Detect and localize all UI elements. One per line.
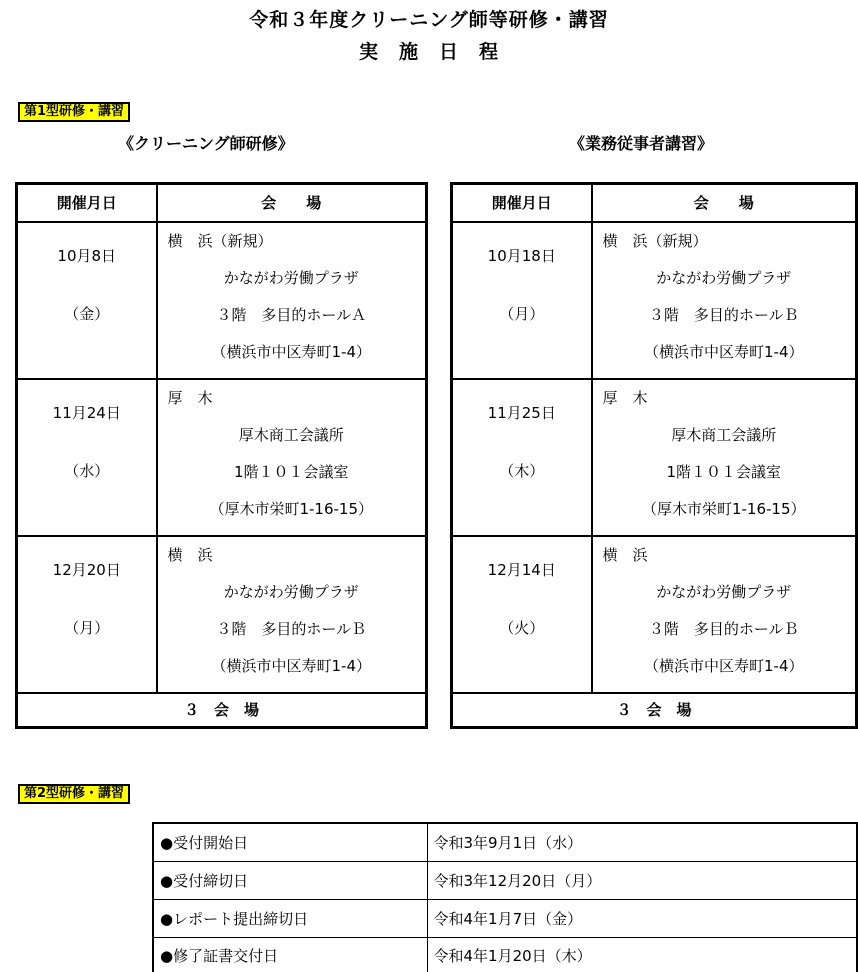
right-table-heading: 《業務従事者講習》 xyxy=(569,134,714,153)
total-venues-text: ３ 会 場 xyxy=(452,693,857,728)
area-text: 横 浜（新規） xyxy=(167,231,273,250)
deadline-value: 令和4年1月20日（木） xyxy=(427,937,857,972)
left-table-heading: 《クリーニング師研修》 xyxy=(118,134,294,153)
room-text: ３階 多目的ホールＡ xyxy=(216,305,367,324)
section2-badge: 第2型研修・講習 xyxy=(18,784,130,804)
venue-name: かながわ労働プラザ xyxy=(656,582,792,601)
venue-cell xyxy=(592,222,857,379)
date-text: 10月18日 xyxy=(487,246,556,265)
address-text: （横浜市中区寿町1-4） xyxy=(211,656,371,675)
date-cell xyxy=(452,536,592,693)
deadline-label: ●レポート提出締切日 xyxy=(153,899,427,937)
column-header-date: 開催月日 xyxy=(17,184,157,222)
area-text: 横 浜 xyxy=(602,545,648,564)
date-cell xyxy=(452,222,592,379)
date-text: 12月20日 xyxy=(52,560,121,579)
venue-cell xyxy=(157,379,427,536)
table-row xyxy=(17,379,427,536)
address-text: （厚木市栄町1-16-15） xyxy=(641,499,806,518)
venue-name: かながわ労働プラザ xyxy=(656,268,792,287)
address-text: （横浜市中区寿町1-4） xyxy=(643,342,804,361)
deadline-value: 令和3年12月20日（月） xyxy=(427,861,857,899)
room-text: ３階 多目的ホールＢ xyxy=(216,619,367,638)
table-row xyxy=(17,222,427,379)
room-text: 1階１０１会議室 xyxy=(233,462,349,481)
section1-badge: 第1型研修・講習 xyxy=(18,102,130,122)
room-text: 1階１０１会議室 xyxy=(666,462,782,481)
cleaning-training-schedule-table xyxy=(15,182,428,729)
table-row xyxy=(452,379,857,536)
weekday-text: （金） xyxy=(64,304,110,323)
address-text: （横浜市中区寿町1-4） xyxy=(211,342,371,361)
deadline-label: ●受付開始日 xyxy=(153,823,427,861)
document-subtitle: 実 施 日 程 xyxy=(358,41,499,63)
date-text: 12月14日 xyxy=(487,560,556,579)
table-row xyxy=(153,899,857,937)
address-text: （横浜市中区寿町1-4） xyxy=(643,656,804,675)
total-venues-text: ３ 会 場 xyxy=(17,693,427,728)
column-header-venue: 会 場 xyxy=(592,184,857,222)
date-cell xyxy=(17,536,157,693)
table-row xyxy=(452,536,857,693)
address-text: （厚木市栄町1-16-15） xyxy=(209,499,374,518)
venue-cell xyxy=(157,536,427,693)
room-text: ３階 多目的ホールＢ xyxy=(648,305,799,324)
venue-name: かながわ労働プラザ xyxy=(223,268,359,287)
venue-name: 厚木商工会議所 xyxy=(238,425,344,444)
total-row xyxy=(452,693,857,728)
venue-name: かながわ労働プラザ xyxy=(223,582,359,601)
area-text: 厚 木 xyxy=(602,388,648,407)
room-text: ３階 多目的ホールＢ xyxy=(648,619,799,638)
deadlines-table xyxy=(152,822,858,972)
column-header-venue: 会 場 xyxy=(157,184,427,222)
deadline-label: ●修了証書交付日 xyxy=(153,937,427,972)
table-row xyxy=(153,937,857,972)
document-title: 令和３年度クリーニング師等研修・講習 xyxy=(249,9,609,31)
date-text: 11月24日 xyxy=(52,403,121,422)
table-header-row xyxy=(452,184,857,222)
table-row xyxy=(153,861,857,899)
area-text: 厚 木 xyxy=(167,388,213,407)
table-row xyxy=(17,536,427,693)
venue-cell xyxy=(157,222,427,379)
date-text: 10月8日 xyxy=(57,246,117,265)
deadline-label: ●受付締切日 xyxy=(153,861,427,899)
table-header-row xyxy=(17,184,427,222)
area-text: 横 浜（新規） xyxy=(602,231,708,250)
table-row xyxy=(153,823,857,861)
weekday-text: （火） xyxy=(499,618,545,637)
table-row xyxy=(452,222,857,379)
date-cell xyxy=(17,222,157,379)
worker-course-schedule-table xyxy=(450,182,858,729)
weekday-text: （水） xyxy=(64,461,110,480)
deadline-value: 令和4年1月7日（金） xyxy=(427,899,857,937)
date-cell xyxy=(452,379,592,536)
total-row xyxy=(17,693,427,728)
weekday-text: （月） xyxy=(64,618,110,637)
area-text: 横 浜 xyxy=(167,545,213,564)
date-cell xyxy=(17,379,157,536)
weekday-text: （月） xyxy=(499,304,545,323)
venue-cell xyxy=(592,536,857,693)
date-text: 11月25日 xyxy=(487,403,556,422)
weekday-text: （木） xyxy=(499,461,545,480)
venue-name: 厚木商工会議所 xyxy=(671,425,777,444)
venue-cell xyxy=(592,379,857,536)
column-header-date: 開催月日 xyxy=(452,184,592,222)
deadline-value: 令和3年9月1日（水） xyxy=(427,823,857,861)
